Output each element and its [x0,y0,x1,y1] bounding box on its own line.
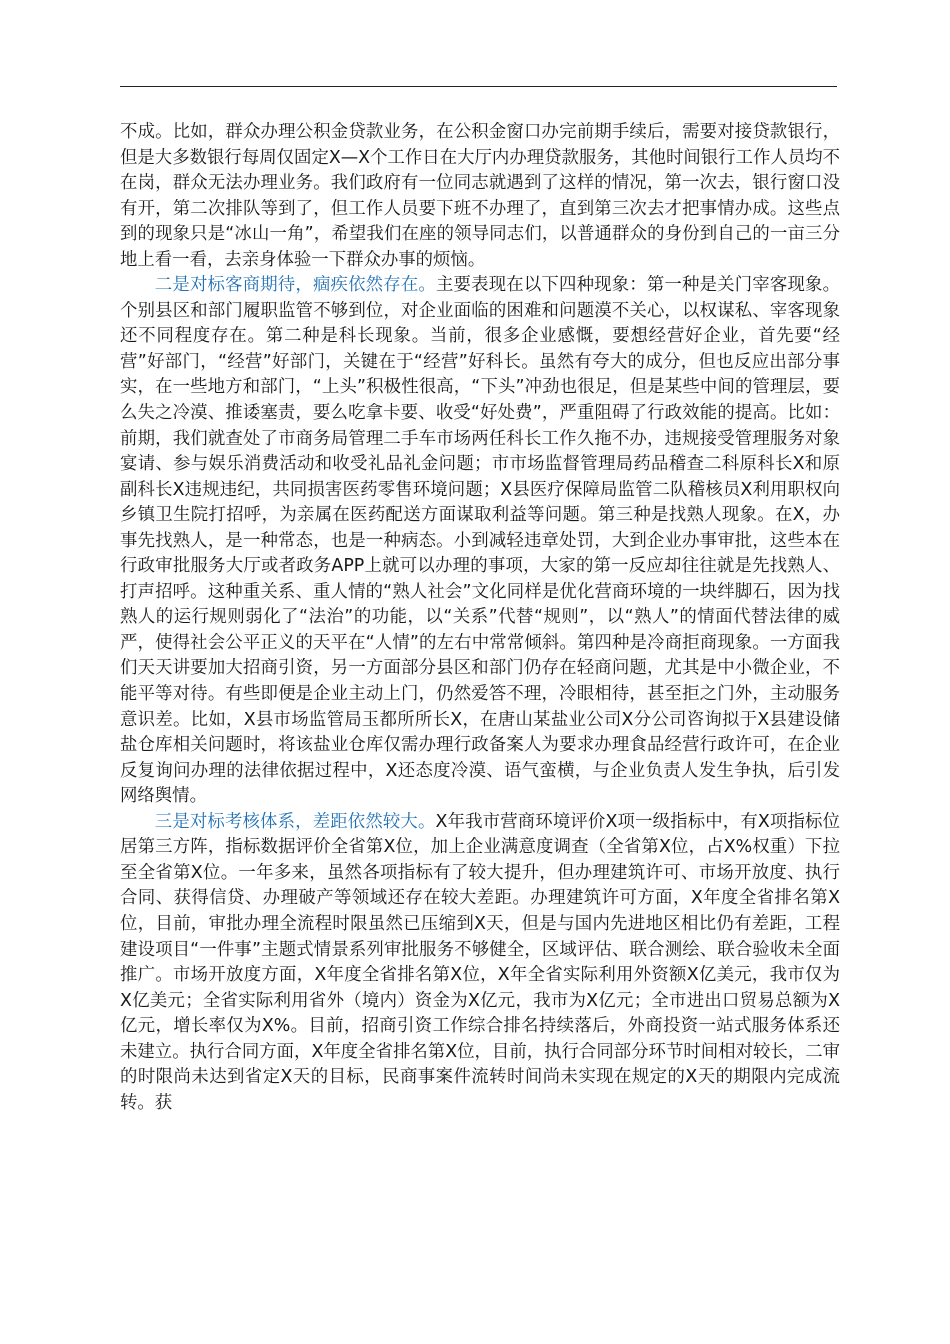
document-body [120,120,840,1116]
paragraph-text: 主要表现在以下四种现象：第一种是关门宰客现象。个别县区和部门履职监管不够到位，对企业面临的困难和问题漠不关心，以权谋私、宰客现象还不同程度存在。第二种是科长现象。当前，很多企业感慨，要想经营好企业，首先要“经营”好部门，“经营”好部门，关键在于“经营”好科长。虽然有夸大的成分，但也反应出部分事实，在一些地方和部门，“上头”积极性很高，“下头”冲劲也很足，但是某些中间的管理层，要么失之冷漠、推诿塞责，要么吃拿卡要、收受“好处费”，严重阻碍了行政效能的提高。比如：前期，我们就查处了市商务局管理二手车市场两任科长工作久拖不办，违规接受管理服务对象宴请、参与娱乐消费活动和收受礼品礼金问题；市市场监督管理局药品稽查二科原科长X和原副科长X违规违纪，共同损害医药零售环境问题；X县医疗保障局监管二队稽核员X利用职权向乡镇卫生院打招呼，为亲属在医药配送方面谋取利益等问题。第三种是找熟人现象。在X，办事先找熟人，是一种常态，也是一种病态。小到减轻违章处罚，大到企业办事审批，这些本在行政审批服务大厅或者政务APP上就可以办理的事项，大家的第一反应却往往就是先找熟人、打声招呼。这种重关系、重人情的“熟人社会”文化同样是优化营商环境的一块绊脚石，因为找熟人的运行规则弱化了“法治”的功能，以“关系”代替“规则”，以“熟人”的情面代替法律的威严，使得社会公平正义的天平在“人情”的左右中常常倾斜。第四种是冷商拒商现象。一方面我们天天讲要加大招商引资，另一方面部分县区和部门仍存在轻商问题，尤其是中小微企业，不能平等对待。有些即便是企业主动上门，仍然爱答不理，冷眼相待，甚至拒之门外，主动服务意识差。比如，X县市场监管局玉都所所长X，在唐山某盐业公司X分公司咨询拟于X县建设储盐仓库相关问题时，将该盐业仓库仅需办理行政备案人为要求办理食品经营行政许可，在企业反复询问办理的法律依据过程中，X还态度冷漠、语气蛮横，与企业负责人发生争执，后引发网络舆情。 [120,275,840,807]
section-heading-2: 二是对标客商期待，痼疾依然存在。 [154,275,436,296]
paragraph-continued [120,120,840,273]
paragraph-assessment-system [120,810,840,1117]
paragraph-customer-expectations [120,273,840,809]
paragraph-text: X年我市营商环境评价X项一级指标中，有X项指标位居第三方阵，指标数据评价全省第X位，加上企业满意度调查（全省第X位，占X%权重）下拉至全省第X位。一年多来，虽然各项指标有了较大提升，但办理建筑许可、市场开放度、执行合同、获得信贷、办理破产等领域还存在较大差距。办理建筑许可方面，X年度全省排名第X位，目前，审批办理全流程时限虽然已压缩到X天，但是与国内先进地区相比仍有差距，工程建设项目“一件事”主题式情景系列审批服务不够健全，区域评估、联合测绘、联合验收未全面推广。市场开放度方面，X年度全省排名第X位，X年全省实际利用外资额X亿美元，我市仅为X亿美元；全省实际利用省外（境内）资金为X亿元，我市为X亿元；全市进出口贸易总额为X亿元，增长率仅为X%。目前，招商引资工作综合排名持续落后，外商投资一站式服务体系还未建立。执行合同方面，X年度全省排名第X位，目前，执行合同部分环节时间相对较长，二审的时限尚未达到省定X天的目标，民商事案件流转时间尚未实现在规定的X天的期限内完成流转。获 [120,811,840,1113]
paragraph-text: 不成。比如，群众办理公积金贷款业务，在公积金窗口办完前期手续后，需要对接贷款银行，但是大多数银行每周仅固定X—X个工作日在大厅内办理贷款服务，其他时间银行工作人员均不在岗，群众无法办理业务。我们政府有一位同志就遇到了这样的情况，第一次去，银行窗口没有开，第二次排队等到了，但工作人员要下班不办理了，直到第三次去才把事情办成。这些点到的现象只是“冰山一角”，希望我们在座的领导同志们，以普通群众的身份到自己的一亩三分地上看一看，去亲身体验一下群众办事的烦恼。 [120,122,840,270]
header-rule [120,86,837,87]
section-heading-3: 三是对标考核体系，差距依然较大。 [154,811,436,832]
